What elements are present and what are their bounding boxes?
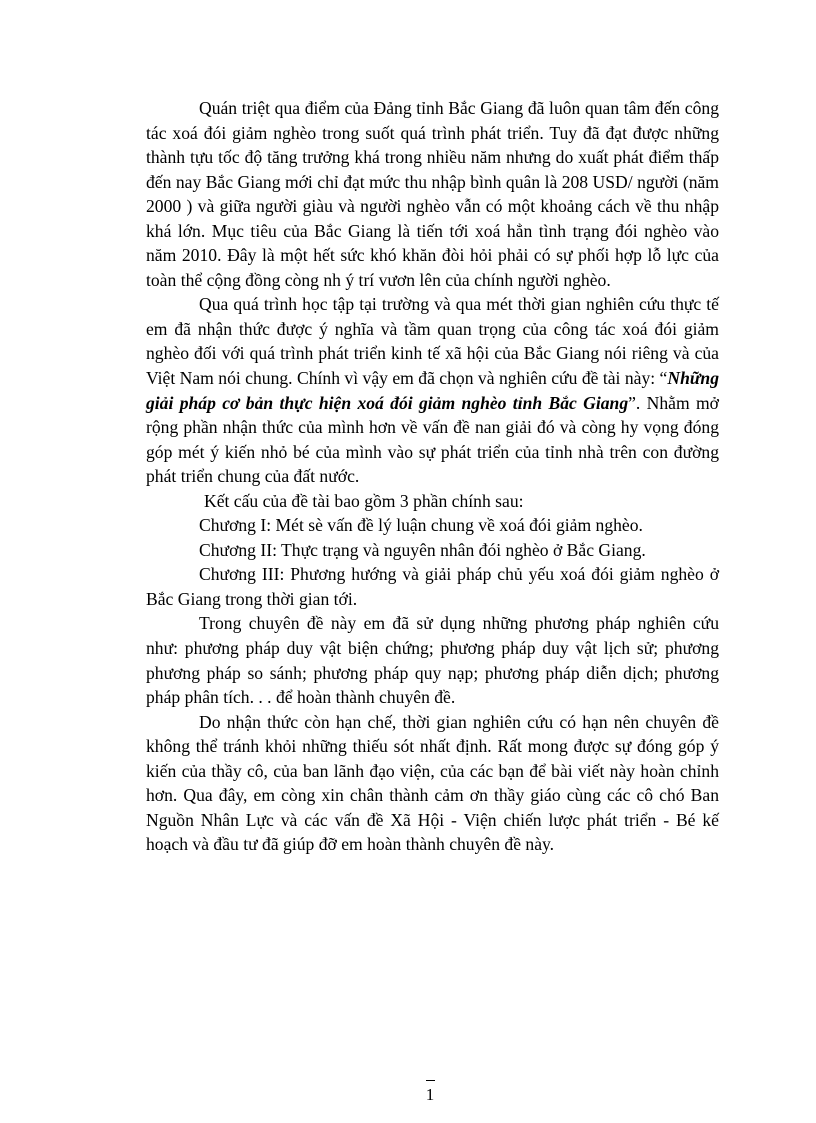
- page-number: [400, 1080, 460, 1105]
- paragraph-methods: Trong chuyên đề này em đã sử dụng những phương pháp nghiên cứu như: phương pháp duy vật biện chứng; phương pháp duy vật lịch sử; phương phương pháp so sánh; phương pháp quy nạp; phương pháp diễn dịch; phương pháp phân tích. . . để hoàn thành chuyên đề.: [146, 613, 719, 708]
- page-number-bar: [426, 1080, 435, 1081]
- paragraph-topic: [146, 292, 719, 488]
- body-text: [146, 96, 719, 857]
- paragraph-acknowledgement: Do nhận thức còn hạn chế, thời gian nghiên cứu có hạn nên chuyên đề không thể tránh khỏi những thiếu sót nhất định. Rất mong được sự đóng góp ý kiến của thầy cô, của ban lãnh đạo viện, của các bạn để bài viết này hoàn chỉnh hơn. Qua đây, em còng xin chân thành cảm ơn thầy giáo cùng các cô chó Ban Nguồn Nhân Lực và các vấn đề Xã Hội - Viện chiến lược phát triển - Bé kế hoạch và đầu tư đã giúp đỡ em hoàn thành chuyên đề này.: [146, 711, 719, 855]
- chapter-1: Chương I: Mét sè vấn đề lý luận chung về xoá đói giảm nghèo.: [199, 515, 643, 536]
- topic-lead-text: Qua quá trình học tập tại trường và qua mét thời gian nghiên cứu thực tế em đã nhận thức được ý nghĩa và tầm quan trọng của công tác xoá đói giảm nghèo đối với quá trình phát triển kinh tế xã hội của Bắc Giang nói riêng và của Việt Nam nói chung. Chính vì vậy em đã chọn và nghiên cứu đề tài này: “: [146, 294, 719, 389]
- paragraph-structure: Kết cấu của đề tài bao gồm 3 phần chính sau:: [204, 490, 524, 511]
- chapter-3: Chương III: Phương hướng và giải pháp chủ yếu xoá đói giảm nghèo ở Bắc Giang trong thời gian tới.: [146, 564, 719, 609]
- chapter-2: Chương II: Thực trạng và nguyên nhân đói nghèo ở Bắc Giang.: [199, 539, 646, 560]
- paragraph-intro: Quán triệt qua điểm của Đảng tỉnh Bắc Giang đã luôn quan tâm đến công tác xoá đói giảm nghèo trong suốt quá trình phát triển. Tuy đã đạt được những thành tựu tốc độ tăng trưởng khá trong nhiều năm nhưng do xuất phát điểm thấp đến nay Bắc Giang mới chỉ đạt mức thu nhập bình quân là 208 USD/ người (năm 2000 ) và giữa người giàu và người nghèo vẫn có một khoảng cách về thu nhập khá lớn. Mục tiêu của Bắc Giang là tiến tới xoá hẳn tình trạng đói nghèo vào năm 2010. Đây là một hết sức khó khăn đòi hỏi phải có sự phối hợp lỗ lực của toàn thể cộng đồng còng nh ý trí vươn lên của chính người nghèo.: [146, 98, 719, 290]
- topic-title: Những giải pháp cơ bản thực hiện xoá đói giảm nghèo tỉnh Bắc Giang: [146, 368, 719, 413]
- topic-follow-text: ”. Nhằm mở rộng phần nhận thức của mình hơn về vấn đề nan giải đó và còng hy vọng đóng góp mét ý kiến nhỏ bé của mình vào sự phát triển của tỉnh nhà trên con đường phát triển chung của đất nước.: [146, 392, 719, 487]
- page-number-text: 1: [425, 1085, 435, 1104]
